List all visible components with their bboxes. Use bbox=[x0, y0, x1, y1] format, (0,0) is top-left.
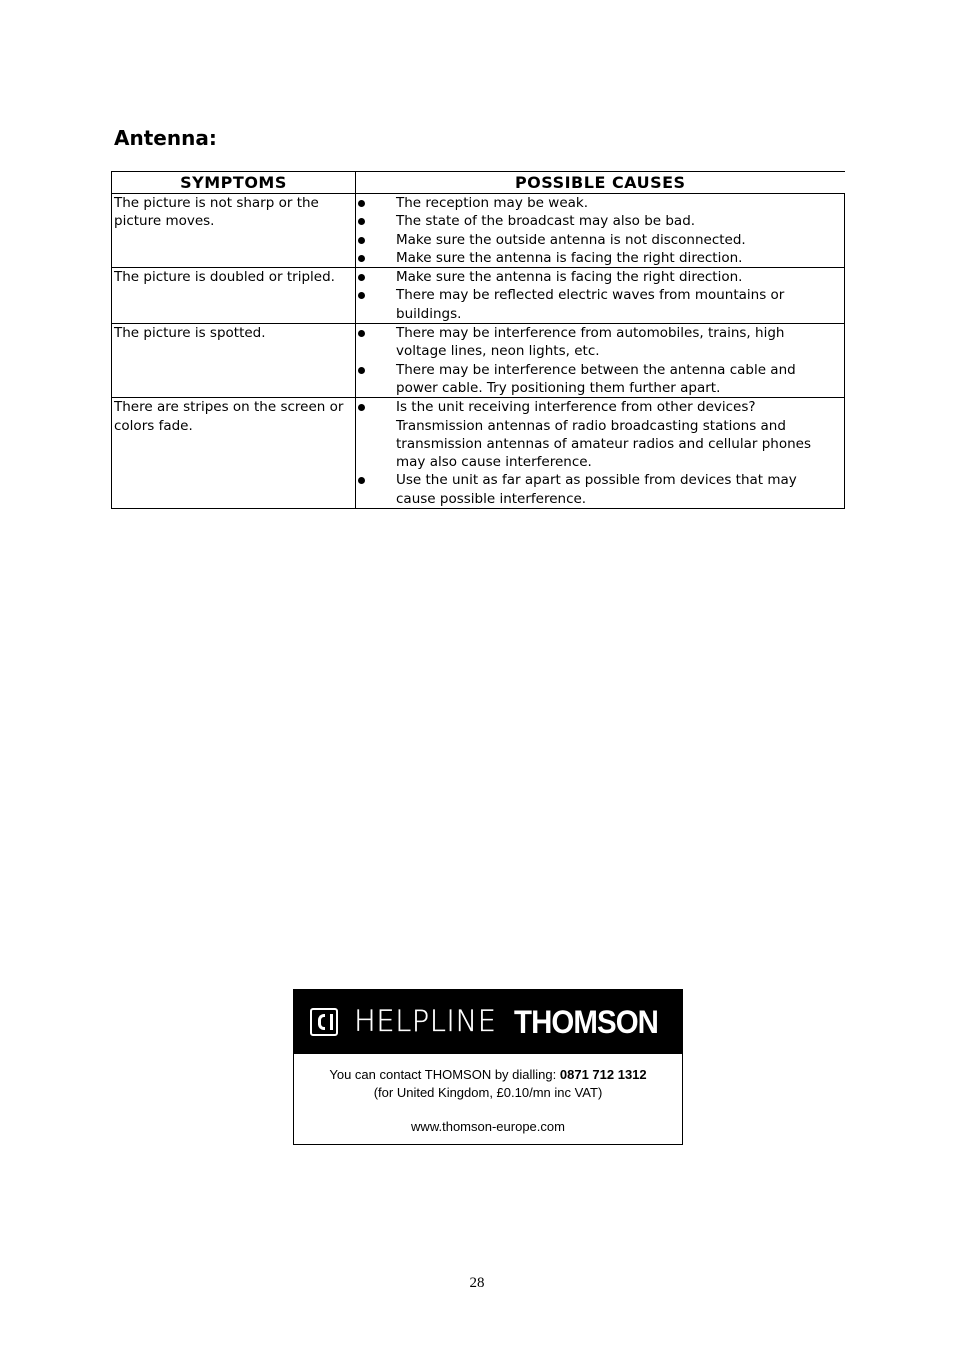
table-header-row bbox=[112, 172, 845, 194]
cause-text: Use the unit as far apart as possible from devices that may cause possible interference. bbox=[396, 472, 797, 507]
bullet-icon bbox=[358, 274, 365, 281]
helpline-label: HELPLINE bbox=[354, 1004, 497, 1038]
cause-text: The reception may be weak. bbox=[396, 195, 589, 211]
cause-text: There may be reflected electric waves from mountains or buildings. bbox=[396, 287, 785, 322]
cause-item bbox=[356, 471, 838, 508]
cause-list bbox=[356, 324, 838, 397]
cause-list bbox=[356, 268, 838, 323]
bullet-icon bbox=[358, 477, 365, 484]
table-row bbox=[112, 194, 845, 268]
contact-line bbox=[294, 1066, 682, 1084]
cause-item bbox=[356, 361, 838, 398]
bullet-icon bbox=[358, 292, 365, 299]
brand-logo-text: THOMSON bbox=[514, 1004, 659, 1040]
causes-cell bbox=[356, 398, 845, 509]
cause-text: Make sure the antenna is facing the right direction. bbox=[396, 249, 743, 266]
cause-text: The state of the broadcast may also be bad. bbox=[396, 213, 696, 230]
cause-item bbox=[356, 268, 838, 286]
phone-icon bbox=[310, 1008, 338, 1036]
bullet-icon bbox=[358, 330, 365, 337]
rate-note: (for United Kingdom, £0.10/mn inc VAT) bbox=[373, 1085, 603, 1100]
cause-text: There may be interference between the antenna cable and power cable. Try positioning them further apart. bbox=[396, 361, 796, 396]
bullet-icon bbox=[358, 200, 365, 207]
contact-text: You can contact THOMSON by dialling: bbox=[329, 1067, 560, 1082]
cause-list bbox=[356, 398, 838, 508]
header-symptoms: SYMPTOMS bbox=[112, 172, 356, 194]
cause-item bbox=[356, 286, 838, 323]
cause-item bbox=[356, 324, 838, 361]
symptom-cell: The picture is spotted. bbox=[112, 324, 356, 398]
website-link[interactable]: www.thomson-europe.com bbox=[411, 1119, 565, 1134]
cause-item bbox=[356, 231, 838, 249]
bullet-icon bbox=[358, 367, 365, 374]
cause-item bbox=[356, 194, 838, 212]
troubleshooting-table bbox=[111, 171, 845, 509]
symptom-cell: There are stripes on the screen or colors fade. bbox=[112, 398, 356, 509]
cause-text: There may be interference from automobiles, trains, high voltage lines, neon lights, etc. bbox=[396, 325, 785, 360]
causes-cell bbox=[356, 324, 845, 398]
section-title: Antenna: bbox=[114, 126, 217, 150]
causes-cell bbox=[356, 194, 845, 268]
cause-text: Make sure the antenna is facing the right direction. bbox=[396, 269, 743, 286]
helpline-box bbox=[293, 989, 683, 1145]
cause-item bbox=[356, 212, 838, 230]
helpline-banner bbox=[294, 990, 682, 1054]
table-row bbox=[112, 324, 845, 398]
bullet-icon bbox=[358, 218, 365, 225]
cause-item bbox=[356, 249, 838, 267]
helpline-body bbox=[294, 1054, 682, 1136]
bullet-icon bbox=[358, 237, 365, 244]
causes-cell bbox=[356, 268, 845, 324]
table-row bbox=[112, 398, 845, 509]
bullet-icon bbox=[358, 255, 365, 262]
table-row bbox=[112, 268, 845, 324]
symptom-cell: The picture is doubled or tripled. bbox=[112, 268, 356, 324]
cause-list bbox=[356, 194, 838, 267]
page-number: 28 bbox=[469, 1275, 485, 1291]
bullet-icon bbox=[358, 404, 365, 411]
header-possible-causes: POSSIBLE CAUSES bbox=[356, 172, 845, 194]
cause-text: Is the unit receiving interference from other devices? Transmission antennas of radio broadcasting stations and transmission antennas of amateur radios and cellular phones may also cause interference. bbox=[396, 399, 812, 471]
phone-number: 0871 712 1312 bbox=[559, 1067, 647, 1082]
cause-text: Make sure the outside antenna is not disconnected. bbox=[396, 231, 746, 248]
symptom-cell: The picture is not sharp or the picture moves. bbox=[112, 194, 356, 268]
cause-item bbox=[356, 398, 838, 471]
